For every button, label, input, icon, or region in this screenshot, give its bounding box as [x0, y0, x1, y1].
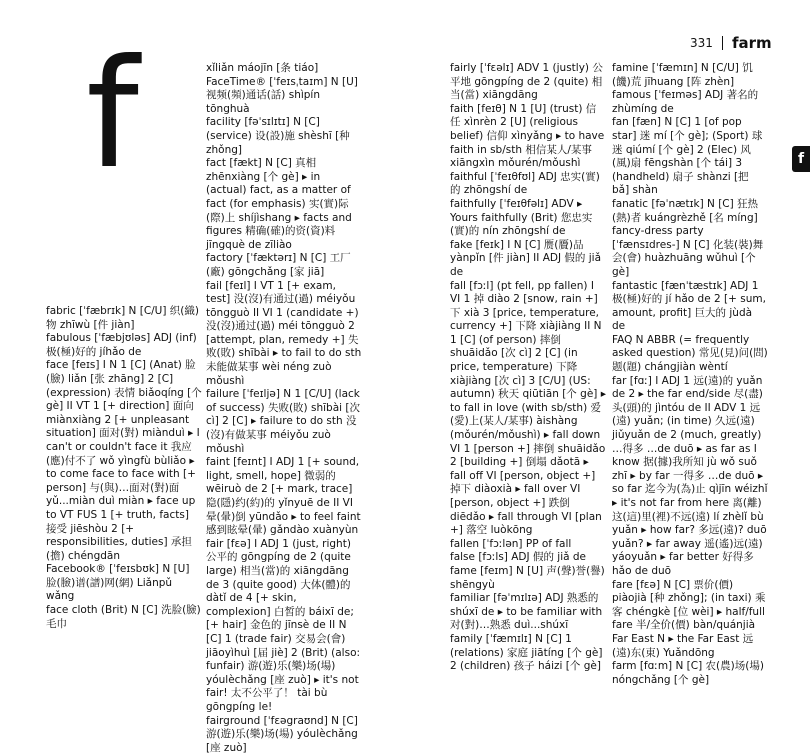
- entry-fairly: fairly [ˈfɛəlɪ] ADV 1 (justly) 公平地 gōngpíng de 2 (quite) 相当(當) xiāngdāng: [450, 62, 606, 103]
- entry-fame: fame [feɪm] N [U] 声(聲)誉(譽) shēngyù: [450, 565, 606, 592]
- entry-failure: failure [ˈfeɪljə] N 1 [C/U] (lack of success) 失败(敗) shībài [次 cì] 2 [C] ▸ failure to do sth 没(沒)有做某事 méiyǒu zuò mǒushì: [206, 388, 362, 456]
- entry-far: far [fɑː] I ADJ 1 远(遠)的 yuǎn de 2 ▸ the far end/side 尽(盡)头(頭)的 jìntóu de II ADV 1 远(遠) yuǎn; (in time) 久远(遠) jiǔyuǎn de 2 (much, greatly) …得多 …de duō ▸ as far as I know 据(據)我所知 jù wǒ suǒ zhī ▸ by far 一得多 …de duō ▸ so far 迄今为(為)止 qìjīn wéizhǐ ▸ it's not far from here 离(離)这(這)里(裡)不远(遠) lí zhèlǐ bù yuǎn ▸ how far? 多远(遠)? duō yuǎn? ▸ far away 遥(遙)远(遠) yáoyuǎn ▸ far better 好得多 hǎo de duō: [612, 375, 768, 579]
- entry-fail: fail [feɪl] I VT 1 [+ exam, test] 没(沒)有通过(過) méiyǒu tōngguò II VI 1 (candidate +) 没(沒)通过(過) méi tōngguò 2 [attempt, plan, remedy +] 失败(敗) shībài ▸ to fail to do sth 未能做某事 wèi néng zuò mǒushì: [206, 280, 362, 389]
- section-letter: f: [86, 40, 139, 190]
- entry-factory: factory [ˈfæktərɪ] N [C] 工厂(廠) gōngchǎng [家 jiā]: [206, 252, 362, 279]
- entry-fake: fake [feɪk] I N [C] 赝(贗)品 yànpǐn [件 jiàn] II ADJ 假的 jiǎ de: [450, 239, 606, 280]
- entry-facility: facility [fəˈsɪlɪtɪ] N [C] (service) 设(設)施 shèshī [种 zhǒng]: [206, 116, 362, 157]
- entry-far-east: Far East N ▸ the Far East 远(遠)东(東) Yuǎndōng: [612, 633, 768, 660]
- entry-famous: famous [ˈfeɪməs] ADJ 著名的 zhùmíng de: [612, 89, 768, 116]
- entry-fabulous: fabulous [ˈfæbjʊləs] ADJ (inf) 极(極)好的 jíhǎo de: [46, 332, 202, 359]
- entry-face: face [feɪs] I N 1 [C] (Anat) 脸(臉) liǎn [张 zhāng] 2 [C] (expression) 表情 biǎoqíng [个 gè] II VT 1 [+ direction] 面向 miànxiàng 2 [+ unpleasant situation] 面对(對) miànduì ▸ I can't or couldn't face it 我应(應)付不了 wǒ yìngfù bùliǎo ▸ to come face to face with [+ person] 与(與)…面对(對)面 yǔ...miàn duì miàn ▸ face up to VT FUS 1 [+ truth, facts] 接受 jiēshòu 2 [+ responsibilities, duties] 承担(擔) chéngdān: [46, 359, 202, 563]
- column-2: [206, 62, 362, 755]
- entry-family: family [ˈfæmɪlɪ] N [C] 1 (relations) 家庭 jiātíng [个 gè] 2 (children) 孩子 háizi [个 gè]: [450, 633, 606, 674]
- entry-faint: faint [feɪnt] I ADJ 1 [+ sound, light, smell, hope] 微弱的 wēiruò de 2 [+ mark, trace] 隐(隱)约(約)的 yǐnyuē de II VI 晕(暈)倒 yūndǎo ▸ to feel faint 感到眩晕(暈) gǎndào xuànyùn: [206, 456, 362, 538]
- entry-familiar: familiar [fəˈmɪlɪə] ADJ 熟悉的 shúxī de ▸ to be familiar with 对(對)…熟悉 duì...shúxī: [450, 592, 606, 633]
- running-head: farm: [732, 34, 772, 52]
- entry-fanatic: fanatic [fəˈnætɪk] N [C] 狂热(熱)者 kuángrèzhě [名 míng]: [612, 198, 768, 225]
- entry-fairground: fairground [ˈfɛəgraʊnd] N [C] 游(遊)乐(樂)场(場) yóulèchǎng [座 zuò]: [206, 715, 362, 755]
- entry-fallen: fallen [ˈfɔːlən] PP of fall: [450, 538, 606, 552]
- entry-famine: famine [ˈfæmɪn] N [C/U] 饥(饑)荒 jīhuang [阵 zhèn]: [612, 62, 768, 89]
- entry-fabric: fabric [ˈfæbrɪk] N [C/U] 织(織)物 zhīwù [件 jiàn]: [46, 305, 202, 332]
- thumb-index-tab[interactable]: f: [792, 146, 810, 172]
- page-number: 331: [690, 36, 713, 50]
- entry-facebook: Facebook® [ˈfeɪsbʊk] N [U] 脸(臉)谱(譜)网(網) Liǎnpǔ wǎng: [46, 563, 202, 604]
- entry-fancy-dress-party: fancy-dress party [ˈfænsɪdres-] N [C] 化装(裝)舞会(會) huàzhuāng wǔhuì [个 gè]: [612, 225, 768, 279]
- entry-facetime: FaceTime® [ˈfeɪsˌtaɪm] N [U] 视频(頻)通话(話) shìpín tōnghuà: [206, 76, 362, 117]
- entry-faithful: faithful [ˈfeɪθfʊl] ADJ 忠实(實)的 zhōngshí de: [450, 171, 606, 198]
- entry-fare: fare [fɛə] N [C] 票价(價) piàojià [种 zhǒng]; (in taxi) 乘客 chéngkè [位 wèi] ▸ half/full fare 半/全价(價) bàn/quánjià: [612, 579, 768, 633]
- entry-faithfully: faithfully [ˈfeɪθfəlɪ] ADV ▸ Yours faithfully (Brit) 您忠实(實)的 nín zhōngshí de: [450, 198, 606, 239]
- column-3: [450, 62, 606, 674]
- entry-farm: farm [fɑːm] N [C] 农(農)场(場) nóngchǎng [个 gè]: [612, 660, 768, 687]
- entry-fair: fair [fɛə] I ADJ 1 (just, right) 公平的 gōngpíng de 2 (quite large) 相当(當)的 xiāngdāng de 3 (quite good) 大体(體)的 dàtǐ de 4 [+ skin, complexion] 白皙的 báixī de; [+ hair] 金色的 jīnsè de II N [C] 1 (trade fair) 交易会(會) jiāoyìhuì [届 jiè] 2 (Brit) (also: funfair) 游(遊)乐(樂)场(場) yóulèchǎng [座 zuò] ▸ it's not fair! 太不公平了！ tài bù gōngpíng le!: [206, 538, 362, 715]
- column-4: [612, 62, 768, 687]
- column-1: [46, 305, 202, 631]
- header-divider: [722, 36, 723, 50]
- entry-faq: FAQ N ABBR (= frequently asked question) 常见(見)问(問)题(題) chángjiàn wèntí: [612, 334, 768, 375]
- entry-faith: faith [feɪθ] N 1 [U] (trust) 信任 xìnrèn 2 [U] (religious belief) 信仰 xìnyǎng ▸ to have faith in sb/sth 相信某人/某事 xiāngxìn mǒurén/mǒushì: [450, 103, 606, 171]
- entry-face-cloth-cont: xǐliǎn máojīn [条 tiáo]: [206, 62, 362, 76]
- entry-face-cloth: face cloth (Brit) N [C] 洗脸(臉)毛巾: [46, 604, 202, 631]
- entry-fantastic: fantastic [fænˈtæstɪk] ADJ 1 极(極)好的 jí hǎo de 2 [+ sum, amount, profit] 巨大的 jùdà de: [612, 280, 768, 334]
- entry-fan: fan [fæn] N [C] 1 [of pop star] 迷 mí [个 gè]; (Sport) 球迷 qiúmí [个 gè] 2 (Elec) 风(風)扇 fēngshàn [个 tái] 3 (handheld) 扇子 shànzi [把 bǎ] shàn: [612, 116, 768, 198]
- entry-fact: fact [fækt] N [C] 真相 zhēnxiàng [个 gè] ▸ in (actual) fact, as a matter of fact (for emphasis) 实(實)际(際)上 shíjìshang ▸ facts and figures 精确(確)的资(資)料 jīngquè de zīliào: [206, 157, 362, 252]
- entry-false: false [fɔːls] ADJ 假的 jiǎ de: [450, 551, 606, 565]
- entry-fall: fall [fɔːl] (pt fell, pp fallen) I VI 1 掉 diào 2 [snow, rain +] 下 xià 3 [price, temperature, currency +] 下降 xiàjiàng II N 1 [C] (of person) 摔倒 shuāidǎo [次 cì] 2 [C] (in price, temperature) 下降 xiàjiàng [次 cì] 3 [C/U] (US: autumn) 秋天 qiūtiān [个 gè] ▸ to fall in love (with sb/sth) 爱(愛)上(某人/某事) àishàng (mǒurén/mǒushì) ▸ fall down VI 1 [person +] 摔倒 shuāidǎo 2 [building +] 倒塌 dǎotā ▸ fall off VI [person, object +] 掉下 diàoxià ▸ fall over VI [person, object +] 跌倒 diēdǎo ▸ fall through VI [plan +] 落空 luòkōng: [450, 280, 606, 538]
